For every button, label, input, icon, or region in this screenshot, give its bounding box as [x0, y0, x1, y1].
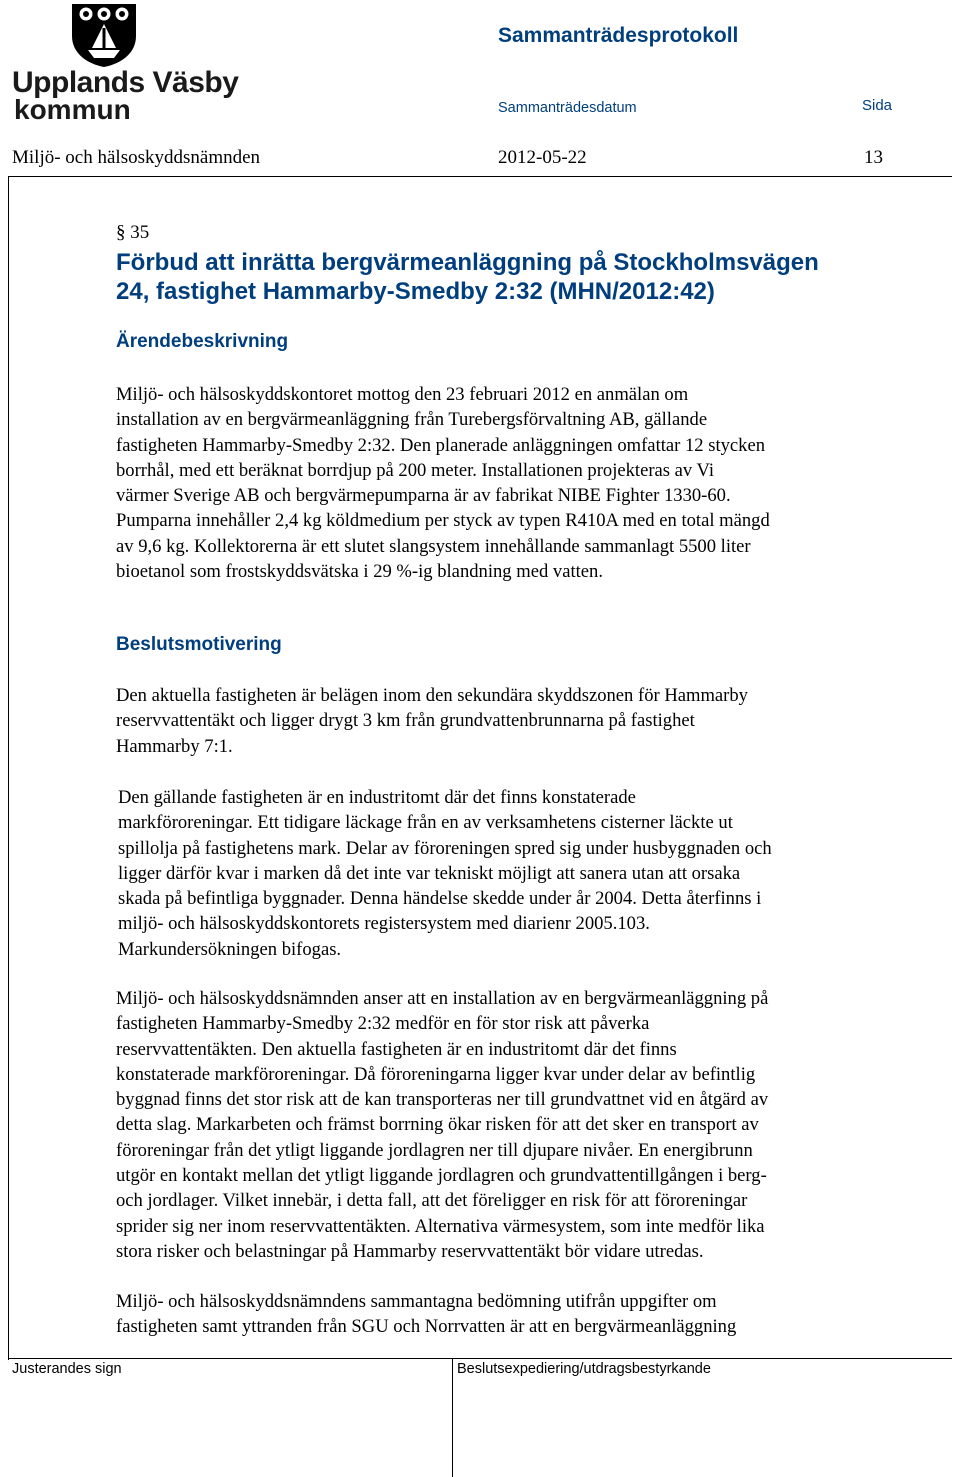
page-label: Sida	[862, 97, 893, 114]
coat-of-arms-icon	[70, 2, 138, 68]
paragraph-location	[116, 683, 906, 759]
text-line: markföroreningar. Ett tidigare läckage från en av verksamhetens cisterner läckte ut	[118, 812, 733, 834]
text-line: värmer Sverige AB och bergvärmepumparna är av fabrikat NIBE Fighter 1330-60.	[116, 485, 731, 507]
text-line: Miljö- och hälsoskyddsnämnden anser att en installation av en bergvärmeanläggning på	[116, 988, 769, 1009]
text-line: Pumparna innehåller 2,4 kg köldmedium per styck av typen R410A med en total mängd	[116, 510, 770, 532]
text-line: fastigheten Hammarby-Smedby 2:32. Den planerade anläggningen omfattar 12 stycken	[116, 434, 766, 456]
signature-label: Justerandes sign	[12, 1361, 122, 1377]
municipality-logo	[12, 2, 239, 125]
text-line: av 9,6 kg. Kollektorerna är ett slutet slangsystem innehållande sammanlagt 5500 liter	[116, 535, 751, 557]
text-line: Miljö- och hälsoskyddsnämndens sammantagna bedömning utifrån uppgifter om	[116, 1291, 717, 1312]
expedition-label: Beslutsexpediering/utdragsbestyrkande	[457, 1361, 711, 1377]
section-title-line: 24, fastighet Hammarby-Smedby 2:32 (MHN/2012:42)	[116, 278, 715, 305]
text-line: byggnad finns det stor risk att de kan transporteras ner till grundvattnet vid en åtgärd av	[116, 1089, 769, 1111]
text-line: reservvattentäkt och ligger drygt 3 km från grundvattenbrunnarna på fastighet	[116, 710, 695, 732]
text-line: och jordlager. Vilket innebär, i detta fall, att det föreligger en risk för att föroreningar	[116, 1190, 748, 1212]
text-line: konstaterade markföroreningar. Då föroreningarna ligger kvar under delar av befintlig	[116, 1063, 756, 1085]
text-line: Den aktuella fastigheten är belägen inom den sekundära skyddszonen för Hammarby	[116, 685, 748, 706]
text-line: Den gällande fastigheten är en industritomt där det finns konstaterade	[118, 787, 636, 808]
text-line: borrhål, med ett beräknat borrdjup på 200 meter. Installationen projekteras av Vi	[116, 459, 714, 481]
paragraph-contamination	[118, 785, 908, 962]
text-line: miljö- och hälsoskyddskontorets registersystem med diarienr 2005.103.	[118, 913, 650, 935]
paragraph-case-description	[116, 382, 906, 584]
text-line: spillolja på fastighetens mark. Delar av föroreningen spred sig under husbyggnaden och	[118, 837, 772, 859]
footer-divider-line	[8, 1358, 952, 1359]
meeting-date-label: Sammanträdesdatum	[498, 100, 637, 116]
footer-column-divider	[452, 1358, 453, 1477]
text-line: föroreningar från det ytligt liggande jordlagren ner till djupare nivåer. En energibrunn	[116, 1139, 753, 1161]
meeting-date: 2012-05-22	[498, 147, 587, 168]
text-line: sprider sig ner inom reservvattentäkten. Alternativa värmesystem, som inte medför lika	[116, 1215, 765, 1237]
text-line: ligger därför kvar i marken då det inte var tekniskt möjligt att sanera utan att orsaka	[118, 862, 741, 884]
committee-name: Miljö- och hälsoskyddsnämnden	[12, 147, 261, 168]
section-number: § 35	[116, 222, 150, 243]
text-line: bioetanol som frostskyddsvätska i 29 %-ig blandning med vatten.	[116, 561, 603, 583]
text-line: installation av en bergvärmeanläggning från Turebergsförvaltning AB, gällande	[116, 409, 708, 431]
logo-text-primary: Upplands Väsby	[12, 66, 239, 99]
text-line: utgör en kontakt mellan det ytligt liggande jordlagren och grundvattentillgången i berg-	[116, 1165, 767, 1187]
text-line: fastigheten Hammarby-Smedby 2:32 medför en för stor risk att påverka	[116, 1013, 650, 1035]
paragraph-assessment	[116, 986, 906, 1264]
text-line: fastigheten samt yttranden från SGU och Norrvatten är att en bergvärmeanläggning	[116, 1316, 737, 1338]
page-number: 13	[864, 147, 883, 168]
heading-decision-motivation: Beslutsmotivering	[116, 634, 282, 655]
text-line: detta slag. Markarbeten och främst borrning ökar risken för att det sker en transport av	[116, 1114, 759, 1136]
heading-case-description: Ärendebeskrivning	[116, 331, 289, 352]
text-line: stora risker och belastningar på Hammarby reservvattentäkt bör vidare utredas.	[116, 1240, 704, 1262]
text-line: skada på befintliga byggnader. Denna händelse skedde under år 2004. Detta återfinns i	[118, 888, 762, 910]
text-line: Markundersökningen bifogas.	[118, 938, 342, 960]
section-title-line: Förbud att inrätta bergvärmeanläggning på Stockholmsvägen	[116, 249, 819, 276]
section-title	[116, 248, 916, 306]
text-line: Miljö- och hälsoskyddskontoret mottog den 23 februari 2012 en anmälan om	[116, 384, 689, 405]
logo-text-secondary: kommun	[14, 94, 131, 125]
document-type-title: Sammanträdesprotokoll	[498, 24, 739, 47]
text-line: reservvattentäkten. Den aktuella fastigheten är en industritomt där det finns	[116, 1038, 677, 1060]
text-line: Hammarby 7:1.	[116, 735, 233, 757]
paragraph-conclusion	[116, 1289, 906, 1340]
